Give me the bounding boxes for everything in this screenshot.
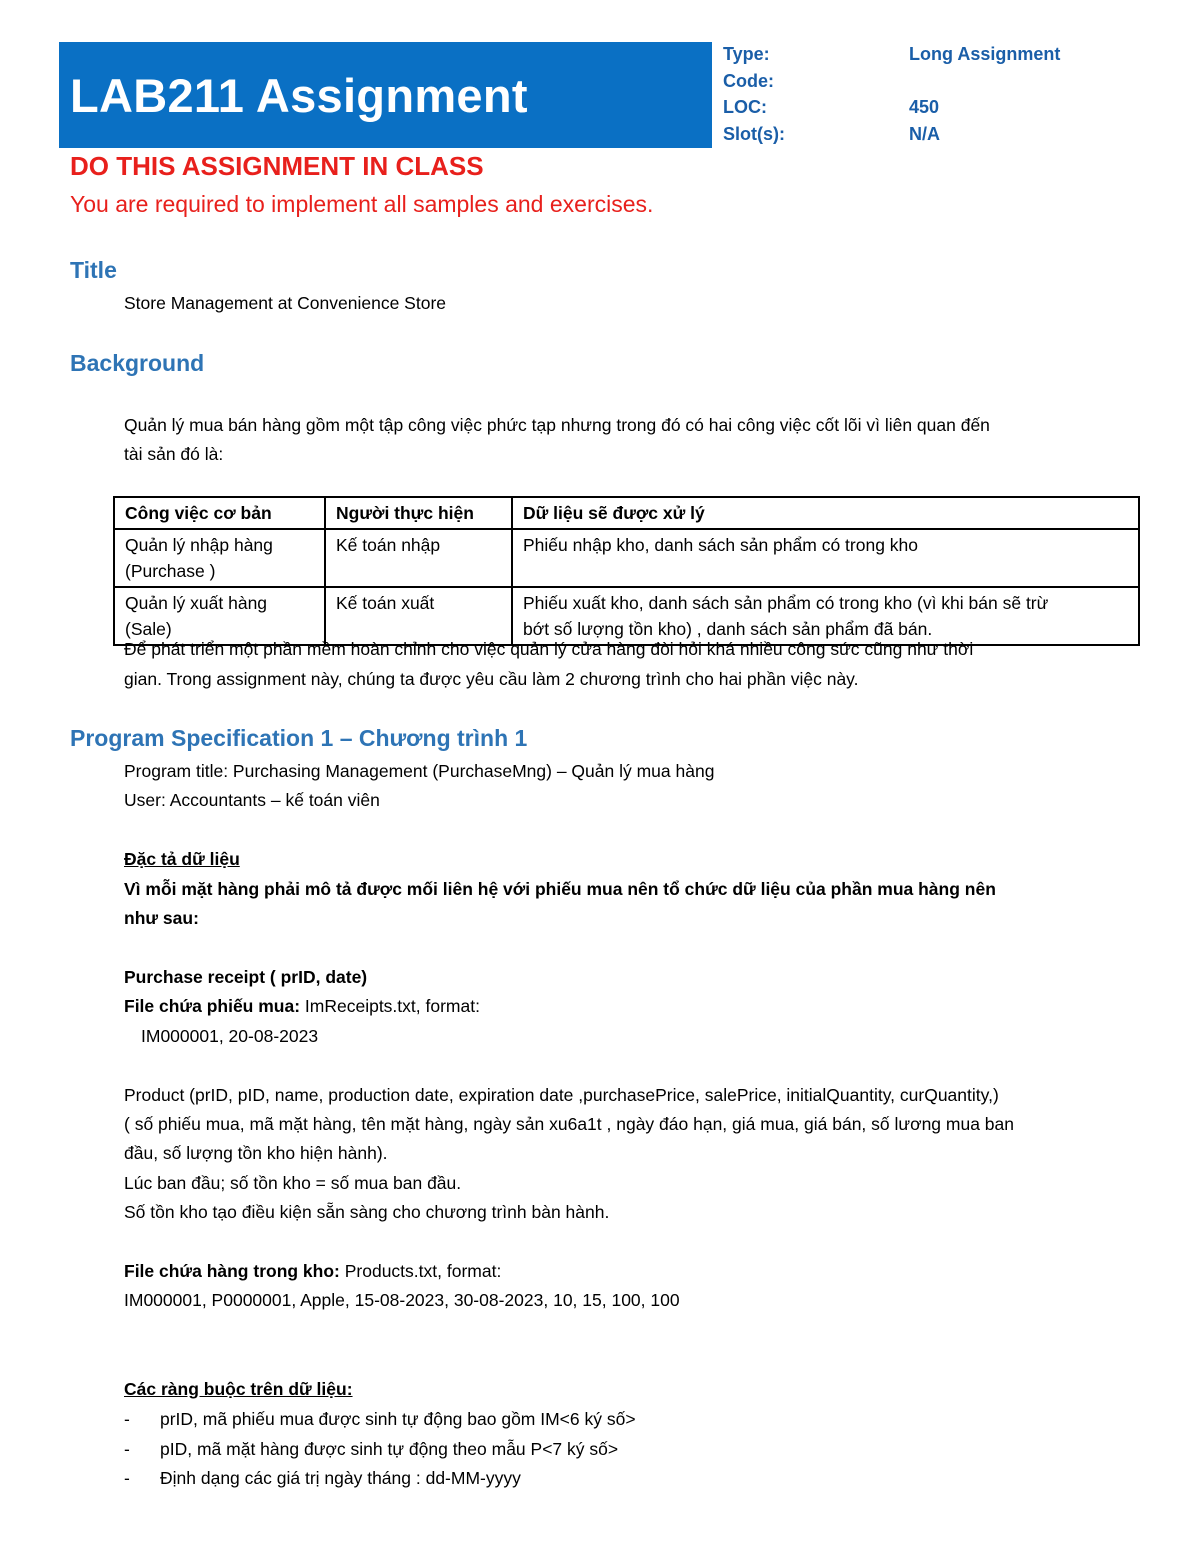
meta-value: N/A bbox=[909, 123, 940, 144]
table-header: Người thực hiện bbox=[325, 497, 512, 529]
background-heading: Background bbox=[70, 350, 205, 376]
cell-line: (Sale) bbox=[125, 619, 172, 639]
program-user: User: Accountants – kế toán viên bbox=[124, 790, 380, 810]
spec1-heading: Program Specification 1 – Chương trình 1 bbox=[70, 725, 528, 751]
title-banner bbox=[59, 42, 712, 148]
list-item bbox=[124, 1464, 636, 1494]
table-header: Công việc cơ bản bbox=[114, 497, 325, 529]
list-item-text: pID, mã mặt hàng được sinh tự động theo mẫu P<7 ký số> bbox=[160, 1438, 619, 1459]
page-title: LAB211 Assignment bbox=[70, 68, 528, 122]
table-cell bbox=[512, 529, 1139, 587]
bullet-marker: - bbox=[124, 1438, 130, 1459]
table-cell: Kế toán nhập bbox=[325, 529, 512, 587]
table-header: Dữ liệu sẽ được xử lý bbox=[512, 497, 1139, 529]
table-header-row bbox=[114, 497, 1139, 529]
assignment-meta bbox=[723, 44, 1060, 150]
meta-label: Code: bbox=[723, 70, 774, 91]
list-item bbox=[124, 1435, 636, 1465]
meta-row-loc bbox=[723, 97, 1060, 124]
product-file-value: Products.txt, format: bbox=[339, 1261, 502, 1281]
table-cell: Kế toán xuất bbox=[325, 587, 512, 645]
list-item-text: prID, mã phiếu mua được sinh tự động bao gồm IM<6 ký số> bbox=[160, 1409, 636, 1429]
meta-row-slots bbox=[723, 124, 1060, 151]
product-desc-line: ( số phiếu mua, mã mặt hàng, tên mặt hàng, ngày sản xu6a1t , ngày đáo hạn, giá mua, giá bán, số lương mua ban bbox=[124, 1114, 1015, 1134]
program-title: Program title: Purchasing Management (PurchaseMng) – Quản lý mua hàng bbox=[124, 761, 715, 781]
product-file-line bbox=[124, 1257, 501, 1287]
title-heading: Title bbox=[70, 257, 117, 283]
data-intro-line: như sau: bbox=[124, 908, 199, 928]
receipt-example: IM000001, 20-08-2023 bbox=[141, 1026, 319, 1046]
cell-line: Phiếu xuất kho, danh sách sản phẩm có trong kho (vì khi bán sẽ trừ bbox=[523, 593, 1049, 613]
product-file-label: File chứa hàng trong kho: bbox=[124, 1261, 340, 1281]
list-item-text: Định dạng các giá trị ngày tháng : dd-MM-yyyy bbox=[160, 1468, 521, 1488]
notice-subheading: You are required to implement all samples and exercises. bbox=[70, 191, 654, 217]
meta-row-code bbox=[723, 71, 1060, 98]
title-text: Store Management at Convenience Store bbox=[124, 293, 446, 313]
cell-line: bớt số lượng tồn kho) , danh sách sản phẩm đã bán. bbox=[523, 619, 933, 639]
product-example: IM000001, P0000001, Apple, 15-08-2023, 30-08-2023, 10, 15, 100, 100 bbox=[124, 1290, 680, 1310]
notice-heading: DO THIS ASSIGNMENT IN CLASS bbox=[70, 151, 484, 181]
meta-label: Type: bbox=[723, 44, 770, 64]
table-cell bbox=[114, 529, 325, 587]
receipt-file-value: ImReceipts.txt, format: bbox=[300, 996, 480, 1016]
cell-line: Quản lý nhập hàng bbox=[125, 535, 273, 555]
background-intro-line: tài sản đó là: bbox=[124, 444, 224, 464]
meta-value: Long Assignment bbox=[909, 44, 1061, 64]
receipt-file-label: File chứa phiếu mua: bbox=[124, 996, 301, 1016]
receipt-file-line bbox=[124, 992, 480, 1022]
background-after-line: Để phát triển một phần mềm hoàn chỉnh cho việc quản lý cửa hàng đòi hỏi khá nhiều công sức cũng như thời bbox=[124, 639, 974, 659]
note-line: Lúc ban đầu; số tồn kho = số mua ban đầu. bbox=[124, 1173, 462, 1193]
product-definition: Product (prID, pID, name, production date, expiration date ,purchasePrice, salePrice, initialQuantity, curQuantity,) bbox=[124, 1085, 999, 1105]
note-line: Số tồn kho tạo điều kiện sẵn sàng cho chương trình bàn hành. bbox=[124, 1202, 610, 1222]
task-table bbox=[113, 496, 1140, 646]
meta-label: LOC: bbox=[723, 97, 767, 117]
receipt-definition: Purchase receipt ( prID, date) bbox=[124, 967, 368, 987]
data-intro-line: Vì mỗi mặt hàng phải mô tả được mối liên hệ với phiếu mua nên tổ chức dữ liệu của phần mua hàng nên bbox=[124, 879, 996, 899]
background-intro-line: Quản lý mua bán hàng gồm một tập công việc phức tạp nhưng trong đó có hai công việc cốt lõi vì liên quan đến bbox=[124, 415, 990, 435]
data-spec-heading: Đặc tả dữ liệu bbox=[124, 849, 240, 869]
meta-value: 450 bbox=[909, 97, 940, 117]
meta-row-type bbox=[723, 44, 1060, 71]
cell-line: Quản lý xuất hàng bbox=[125, 593, 268, 613]
background-after-line: gian. Trong assignment này, chúng ta được yêu cầu làm 2 chương trình cho hai phần việc này. bbox=[124, 669, 859, 689]
product-desc-line: đầu, số lượng tồn kho hiện hành). bbox=[124, 1143, 388, 1163]
bullet-marker: - bbox=[124, 1468, 130, 1488]
cell-line: (Purchase ) bbox=[125, 561, 216, 581]
bullet-marker: - bbox=[124, 1409, 130, 1429]
list-item bbox=[124, 1405, 636, 1435]
constraints-list bbox=[124, 1405, 636, 1494]
meta-label: Slot(s): bbox=[723, 123, 785, 144]
constraints-heading: Các ràng buộc trên dữ liệu: bbox=[124, 1379, 353, 1399]
cell-line: Phiếu nhập kho, danh sách sản phẩm có trong kho bbox=[523, 535, 918, 555]
table-row bbox=[114, 529, 1139, 587]
